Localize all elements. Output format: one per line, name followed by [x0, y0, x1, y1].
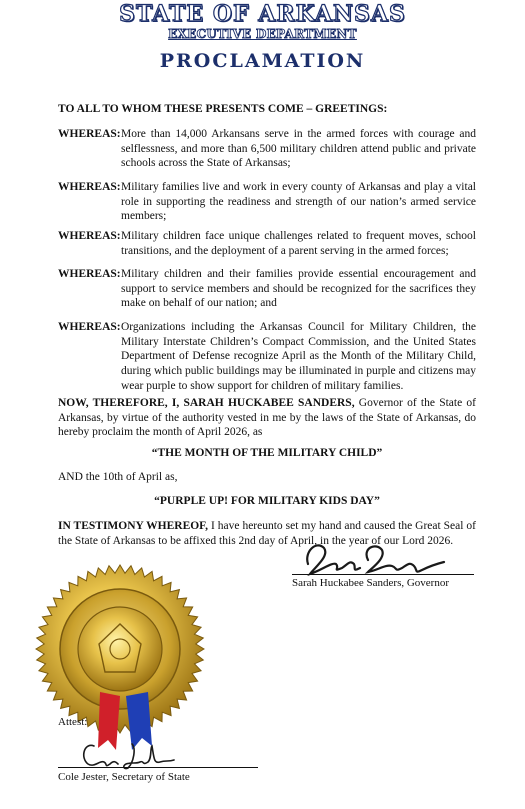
whereas-text: Organizations including the Arkansas Council for Military Children, the Military Interstate Children’s Compact Commission, and the United States Department of Defense recognize April as the Month of the Military Child, during which public buildings may be illuminated in purple and citizens may wear purple to show support for children of military families. — [121, 321, 476, 392]
observance-title-month: “THE MONTH OF THE MILITARY CHILD” — [151, 447, 383, 459]
whereas-clause — [58, 229, 476, 258]
greeting: TO ALL TO WHOM THESE PRESENTS COME – GREETINGS: — [58, 103, 388, 115]
whereas-text: More than 14,000 Arkansans serve in the armed forces with courage and selflessness, and more than 6,500 military children attend public and private schools across the State of Arkansas; — [121, 128, 476, 170]
whereas-clause — [58, 320, 476, 394]
whereas-label: WHEREAS: — [58, 321, 121, 333]
secretary-signature-line — [58, 767, 258, 768]
whereas-clause — [58, 267, 476, 311]
whereas-label: WHEREAS: — [58, 128, 121, 140]
state-heading: STATE OF ARKANSAS — [119, 1, 406, 27]
whereas-label: WHEREAS: — [58, 268, 121, 280]
whereas-text: Military families live and work in every county of Arkansas and play a vital role in supporting the readiness and strength of our nation’s armed service members; — [121, 181, 476, 223]
observance-day-intro: AND the 10th of April as, — [58, 471, 178, 483]
document-title: PROCLAMATION — [159, 50, 366, 72]
whereas-text: Military children and their families provide essential encouragement and support to service members and should be recognized for the sacrifices they make on behalf of our nation; and — [121, 268, 476, 310]
whereas-label: WHEREAS: — [58, 181, 121, 193]
department-heading: EXECUTIVE DEPARTMENT — [168, 27, 357, 41]
whereas-text: Military children face unique challenges related to frequent moves, school transitions, and the deployment of a parent serving in the armed forces; — [121, 230, 476, 257]
proclamation-statement — [58, 396, 476, 440]
governor-signature-line — [292, 574, 474, 575]
whereas-clause — [58, 127, 476, 171]
whereas-clause — [58, 180, 476, 224]
attest-label: Attest: — [58, 716, 88, 728]
observance-title-day: “PURPLE UP! FOR MILITARY KIDS DAY” — [154, 495, 380, 507]
testimony-body: I have hereunto set my hand and caused the Great Seal of the State of Arkansas to be affixed this 2nd day of April, in the year of our Lord 2026. — [58, 520, 476, 547]
proclamation-lead: NOW, THEREFORE, I, SARAH HUCKABEE SANDERS, — [58, 397, 355, 409]
governor-name: Sarah Huckabee Sanders, Governor — [292, 577, 449, 589]
secretary-name: Cole Jester, Secretary of State — [58, 771, 190, 783]
whereas-label: WHEREAS: — [58, 230, 121, 242]
proclamation-body: Governor of the State of Arkansas, by virtue of the authority vested in me by the laws of the State of Arkansas, do hereby proclaim the month of April 2026, as — [58, 397, 476, 439]
testimony-lead: IN TESTIMONY WHEREOF, — [58, 520, 209, 532]
